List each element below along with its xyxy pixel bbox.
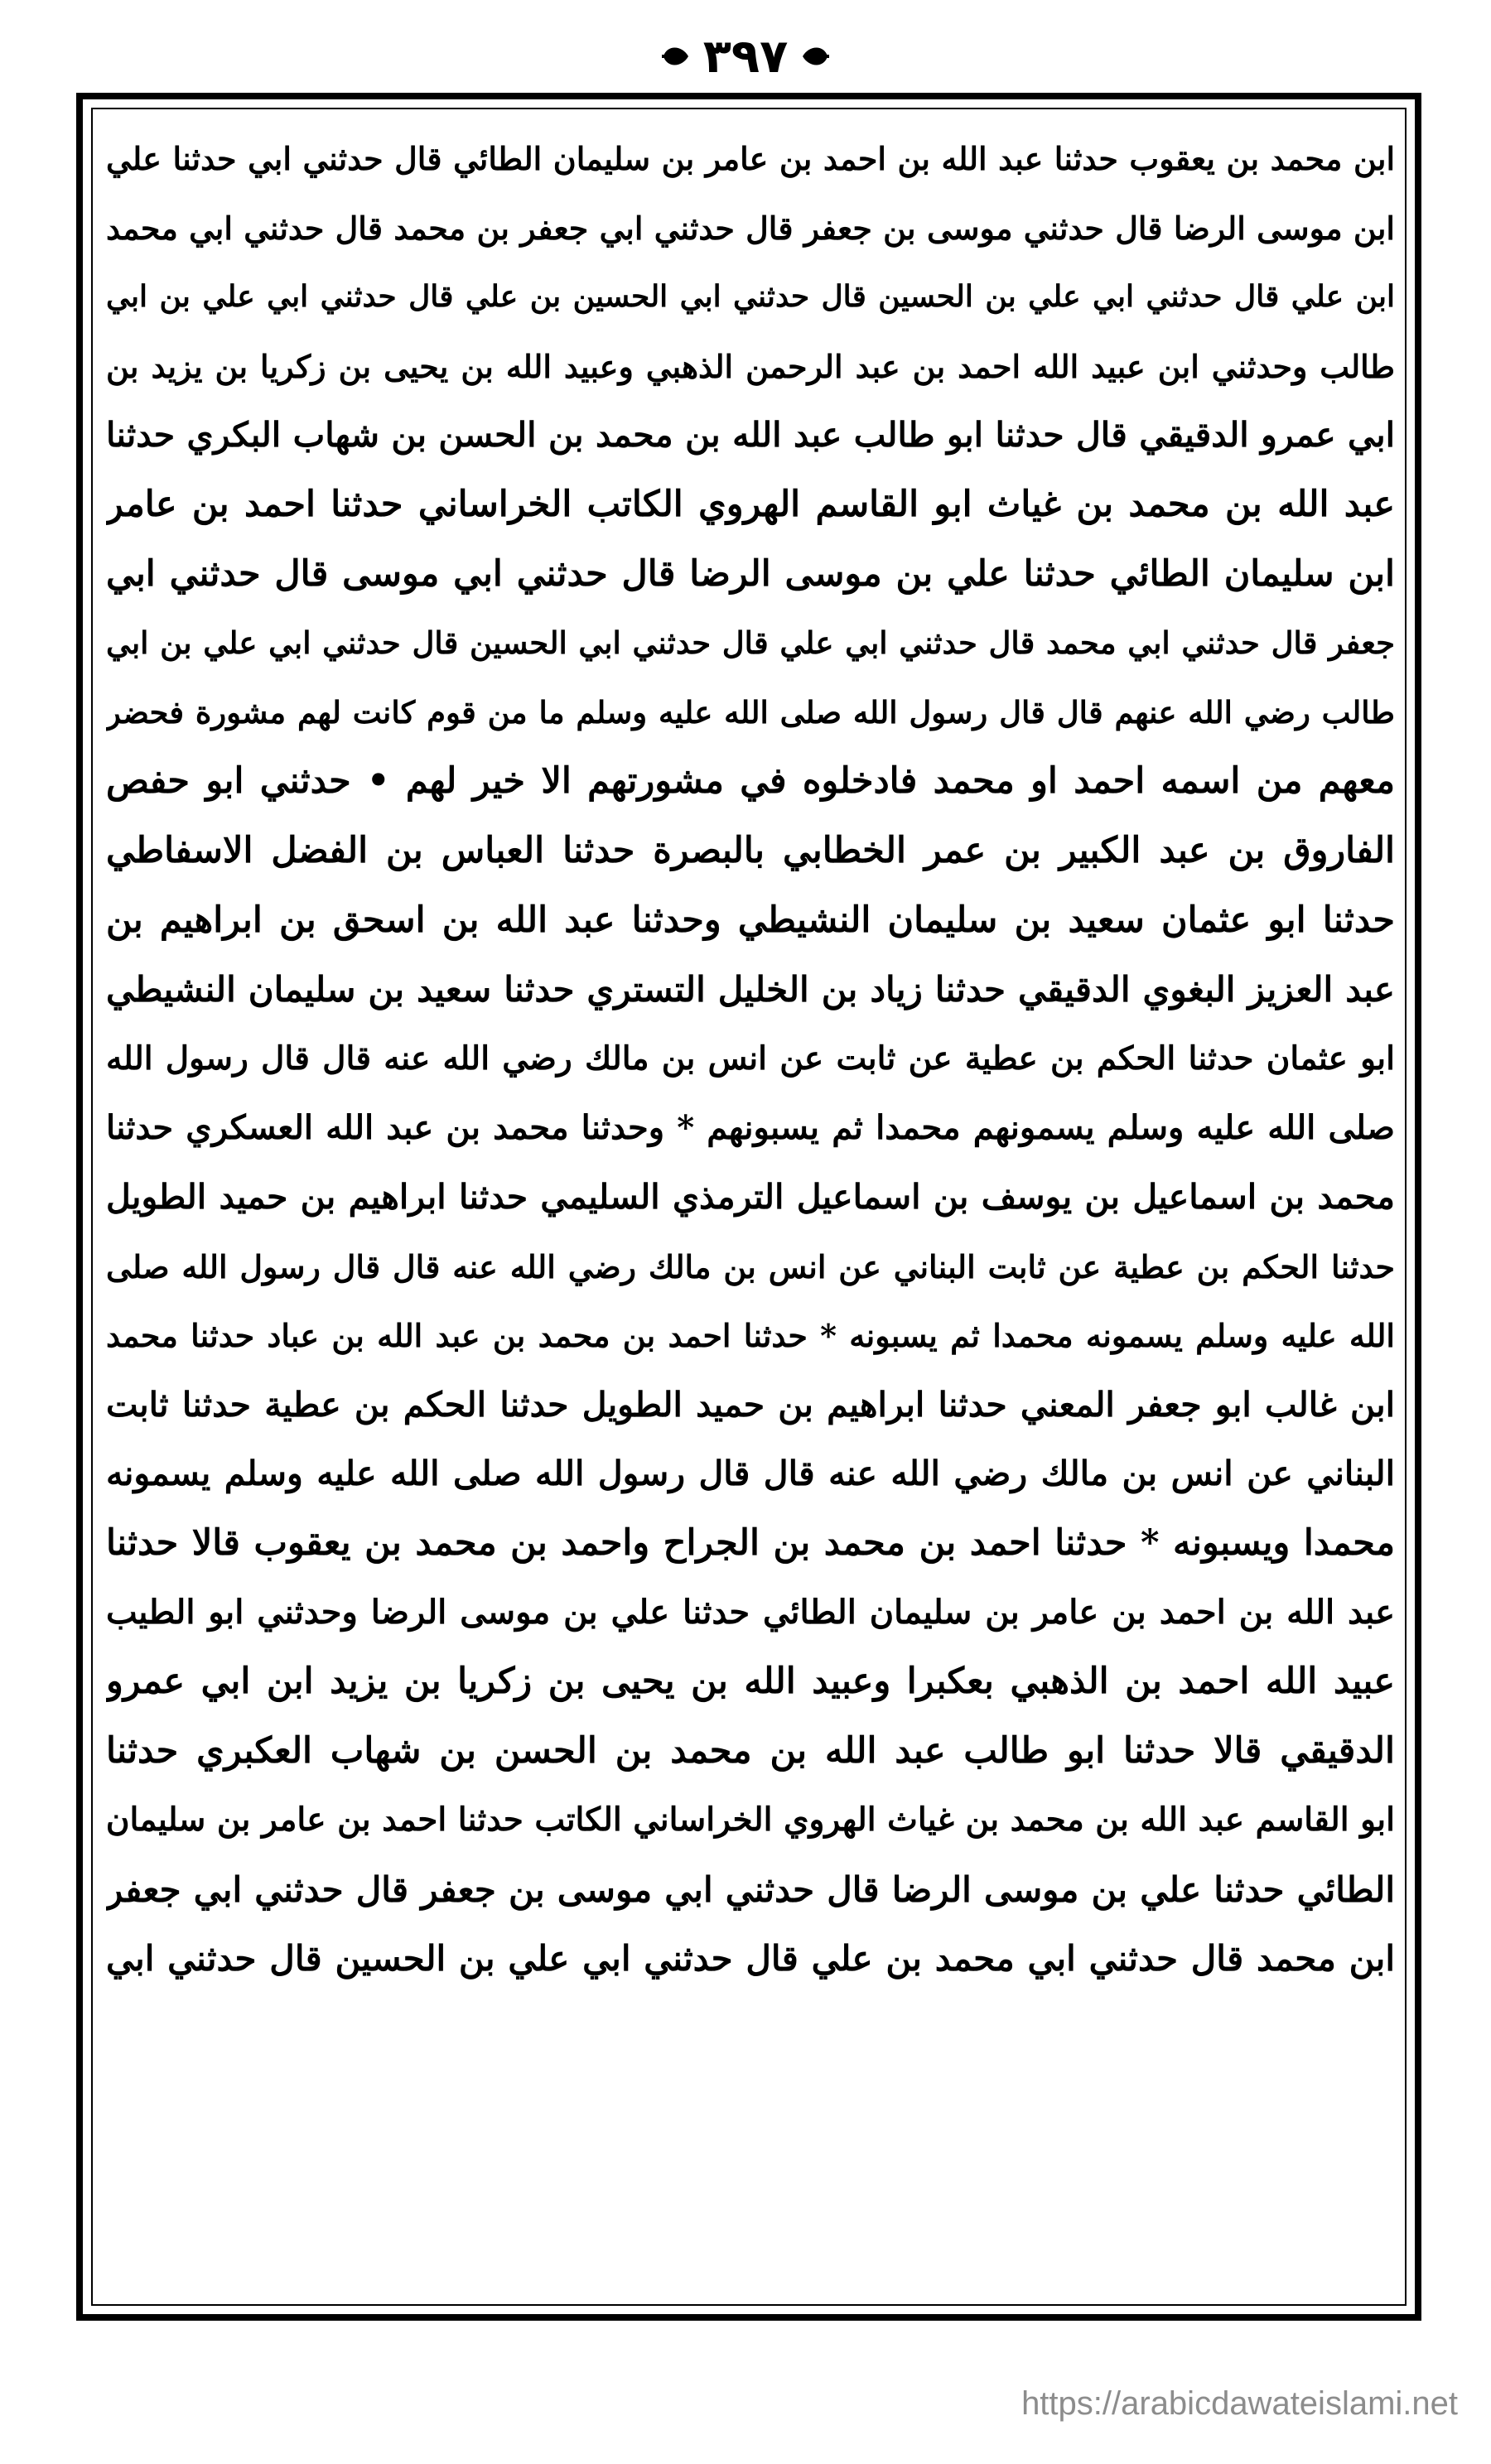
ornament-left-icon	[659, 40, 692, 73]
text-line: ابن موسى الرضا قال حدثني موسى بن جعفر قال حدثني ابي جعفر بن محمد قال حدثني ابي محمد	[106, 209, 1395, 247]
text-line: ابن سليمان الطائي حدثنا علي بن موسى الرضا قال حدثني ابي موسى قال حدثني ابي	[106, 552, 1395, 595]
text-line: حدثنا الحكم بن عطية عن ثابت البناني عن انس بن مالك رضي الله عنه قال قال رسول الله صلى	[106, 1247, 1395, 1285]
text-line: حدثنا ابو عثمان سعيد بن سليمان النشيطي وحدثنا عبد الله بن اسحق بن ابراهيم بن	[106, 899, 1395, 941]
text-line: عبد الله بن محمد بن غياث ابو القاسم الهروي الكاتب الخراساني حدثنا احمد بن عامر	[106, 483, 1395, 525]
watermark-url: https://arabicdawateislami.net	[1021, 2385, 1458, 2422]
text-line: ابن علي قال حدثني ابي علي بن الحسين قال حدثني ابي الحسين بن علي قال حدثني ابي علي بن ابي	[106, 279, 1395, 315]
text-line: ابو القاسم عبد الله بن محمد بن غياث الهروي الخراساني الكاتب حدثنا احمد بن عامر بن سليمان	[106, 1801, 1395, 1840]
text-line: طالب وحدثني ابن عبيد الله احمد بن عبد الرحمن الذهبي وعبيد الله بن يحيى بن زكريا بن يزيد بن	[106, 347, 1395, 385]
text-line: البناني عن انس بن مالك رضي الله عنه قال قال رسول الله صلى الله عليه وسلم يسمونه	[106, 1454, 1395, 1494]
page-number: ٣٩٧	[702, 29, 789, 84]
page-header	[0, 23, 1491, 89]
text-line: الدقيقي قالا حدثنا ابو طالب عبد الله بن محمد بن الحسن بن شهاب العكبري حدثنا	[106, 1729, 1395, 1772]
text-line: محمد بن اسماعيل بن يوسف بن اسماعيل الترمذي السليمي حدثنا ابراهيم بن حميد الطويل	[106, 1176, 1395, 1217]
text-line: معهم من اسمه احمد او محمد فادخلوه في مشورتهم الا خير لهم • حدثني ابو حفص	[106, 760, 1395, 803]
text-line: عبد العزيز البغوي الدقيقي حدثنا زياد بن الخليل التستري حدثنا سعيد بن سليمان النشيطي	[106, 969, 1395, 1010]
text-line: ابن غالب ابو جعفر المعني حدثنا ابراهيم بن حميد الطويل حدثنا الحكم بن عطية حدثنا ثابت	[106, 1384, 1395, 1425]
text-line: ابن محمد قال حدثني ابي محمد بن علي قال حدثني ابي علي بن الحسين قال حدثني ابي	[106, 1938, 1395, 1979]
text-line: محمدا ويسبونه * حدثنا احمد بن محمد بن الجراح واحمد بن محمد بن يعقوب قالا حدثنا	[106, 1521, 1395, 1564]
text-line: الفاروق بن عبد الكبير بن عمر الخطابي بالبصرة حدثنا العباس بن الفضل الاسفاطي	[106, 829, 1395, 871]
text-line: طالب رضي الله عنهم قال قال رسول الله صلى الله عليه وسلم ما من قوم كانت لهم مشورة فحضر	[106, 693, 1395, 731]
text-line: ابو عثمان حدثنا الحكم بن عطية عن ثابت عن انس بن مالك رضي الله عنه قال قال رسول الله	[106, 1039, 1395, 1078]
text-line: ابن محمد بن يعقوب حدثنا عبد الله بن احمد بن عامر بن سليمان الطائي قال حدثني ابي حدثنا علي	[106, 140, 1395, 177]
text-line: الطائي حدثنا علي بن موسى الرضا قال حدثني ابي موسى بن جعفر قال حدثني ابي جعفر	[106, 1868, 1395, 1910]
text-line: عبد الله بن احمد بن عامر بن سليمان الطائي حدثنا علي بن موسى الرضا وحدثني ابو الطيب	[106, 1593, 1395, 1632]
text-line: عبيد الله احمد بن الذهبي بعكبرا وعبيد الله بن يحيى بن زكريا بن يزيد ابن ابي عمرو	[106, 1661, 1395, 1703]
text-line: جعفر قال حدثني ابي محمد قال حدثني ابي علي قال حدثني ابي الحسين قال حدثني ابي علي بن ابي	[106, 624, 1395, 662]
text-line: ابي عمرو الدقيقي قال حدثنا ابو طالب عبد الله بن محمد بن الحسن بن شهاب البكري حدثنا	[106, 415, 1395, 456]
page-number-group	[659, 30, 833, 84]
body-text	[106, 124, 1395, 1994]
text-line: صلى الله عليه وسلم يسمونهم محمدا ثم يسبونهم * وحدثنا محمد بن عبد الله العسكري حدثنا	[106, 1108, 1395, 1148]
ornament-right-icon	[799, 40, 832, 73]
text-line: الله عليه وسلم يسمونه محمدا ثم يسبونه * حدثنا احمد بن محمد بن عبد الله بن عباد حدثنا محمد	[106, 1317, 1395, 1355]
